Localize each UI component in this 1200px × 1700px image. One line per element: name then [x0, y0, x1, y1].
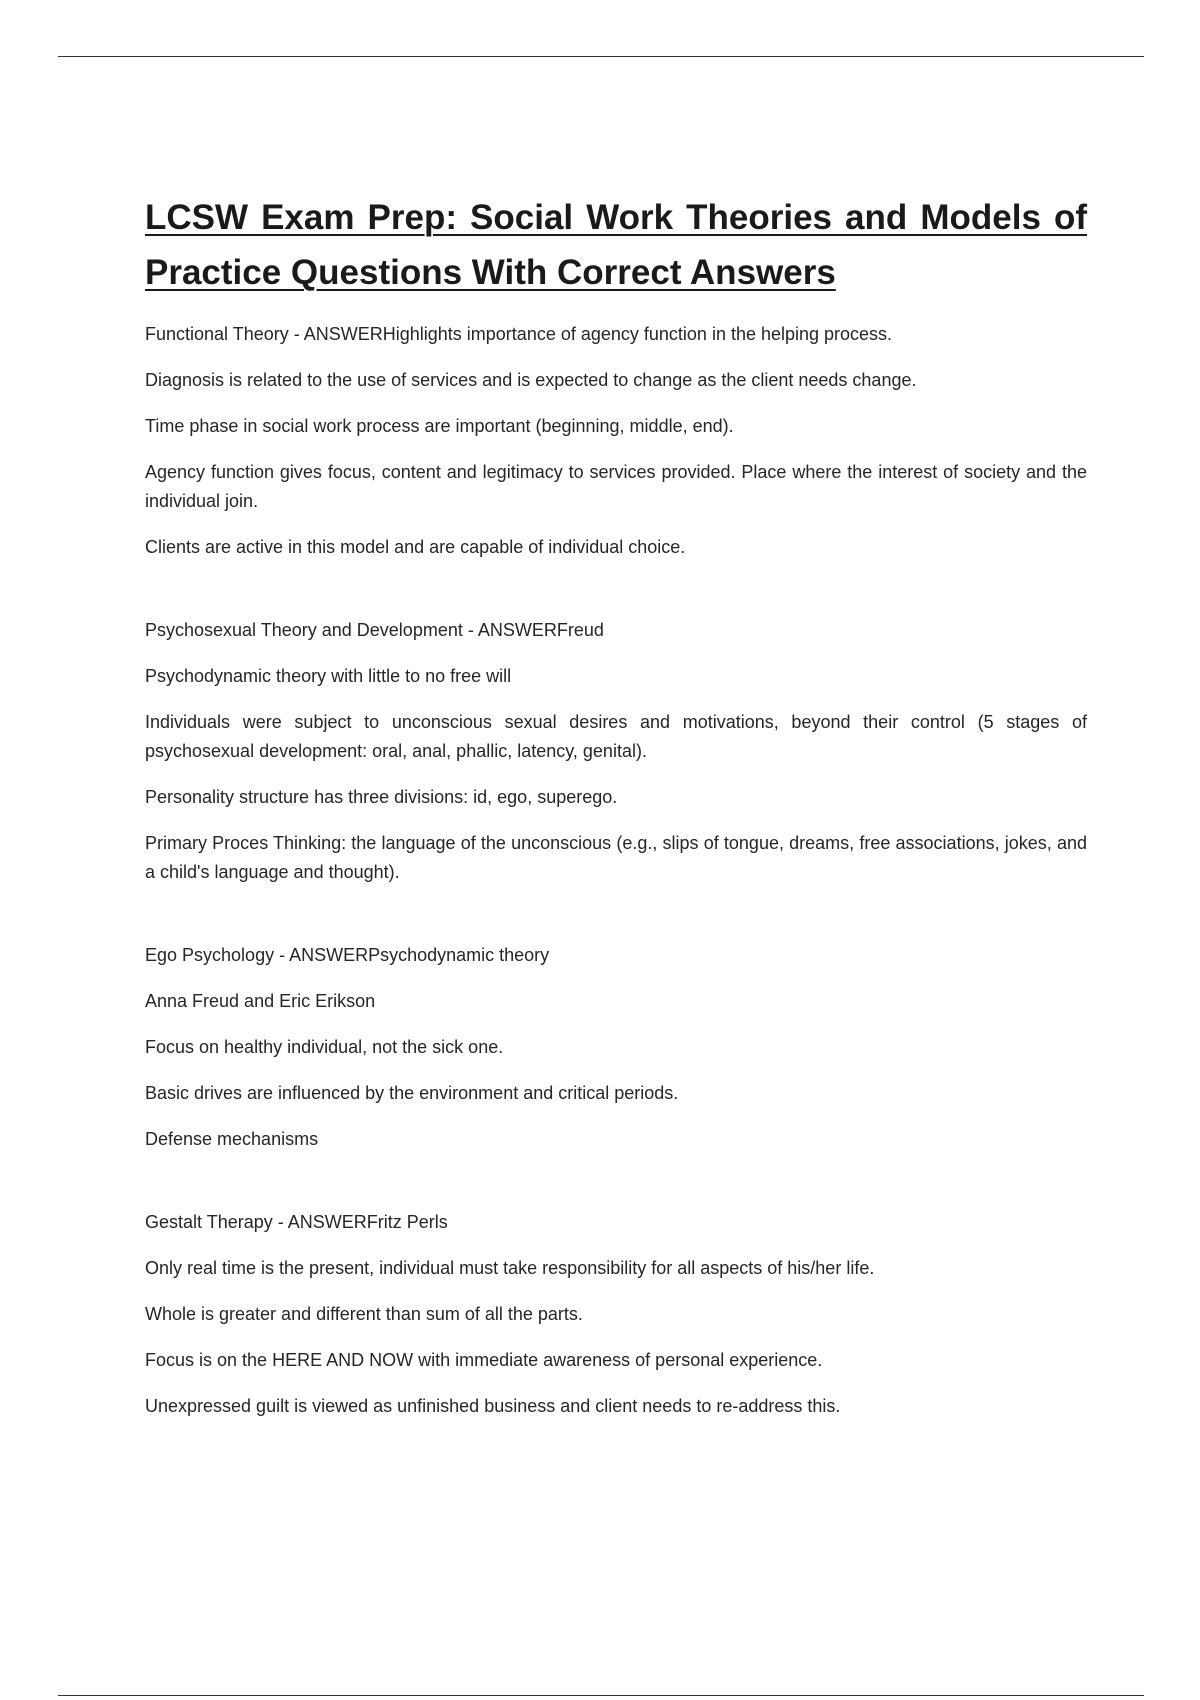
- header-rule: [58, 56, 1144, 57]
- answer-line: Whole is greater and different than sum of all the parts.: [145, 1304, 583, 1324]
- answer-line: Individuals were subject to unconscious sexual desires and motivations, beyond their control (5 stages of psychosexual development: oral, anal, phallic, latency, genital).: [145, 712, 1087, 761]
- section-gestalt-therapy: [145, 1208, 1087, 1421]
- answer-line: Only real time is the present, individual must take responsibility for all aspects of his/her life.: [145, 1258, 875, 1278]
- answer-line: Psychodynamic theory with little to no free will: [145, 666, 512, 686]
- question-heading: Functional Theory - ANSWERHighlights importance of agency function in the helping process.: [145, 324, 893, 344]
- answer-line: Focus on healthy individual, not the sick one.: [145, 1037, 504, 1057]
- answer-line: Defense mechanisms: [145, 1129, 319, 1149]
- section-functional-theory: [145, 320, 1087, 562]
- answer-line: Focus is on the HERE AND NOW with immediate awareness of personal experience.: [145, 1350, 823, 1370]
- answer-line: Unexpressed guilt is viewed as unfinished business and client needs to re-address this.: [145, 1396, 841, 1416]
- question-heading: Gestalt Therapy - ANSWERFritz Perls: [145, 1212, 448, 1232]
- answer-line: Personality structure has three divisions: id, ego, superego.: [145, 787, 618, 807]
- section-ego-psychology: [145, 941, 1087, 1154]
- document-body: [145, 190, 1087, 1438]
- answer-line: Basic drives are influenced by the environment and critical periods.: [145, 1083, 679, 1103]
- question-heading: Psychosexual Theory and Development - ANSWERFreud: [145, 620, 604, 640]
- answer-line: Agency function gives focus, content and legitimacy to services provided. Place where the interest of society and the individual join.: [145, 462, 1087, 511]
- section-psychosexual-theory: [145, 616, 1087, 887]
- answer-line: Anna Freud and Eric Erikson: [145, 991, 376, 1011]
- question-heading: Ego Psychology - ANSWERPsychodynamic theory: [145, 945, 550, 965]
- answer-line: Primary Proces Thinking: the language of the unconscious (e.g., slips of tongue, dreams, free associations, jokes, and a child's language and thought).: [145, 833, 1087, 882]
- answer-line: Clients are active in this model and are capable of individual choice.: [145, 537, 686, 557]
- answer-line: Time phase in social work process are important (beginning, middle, end).: [145, 416, 734, 436]
- answer-line: Diagnosis is related to the use of services and is expected to change as the client needs change.: [145, 370, 917, 390]
- document-title: LCSW Exam Prep: Social Work Theories and Models of Practice Questions With Correct Answers: [145, 198, 1087, 292]
- footer-rule: [58, 1695, 1144, 1696]
